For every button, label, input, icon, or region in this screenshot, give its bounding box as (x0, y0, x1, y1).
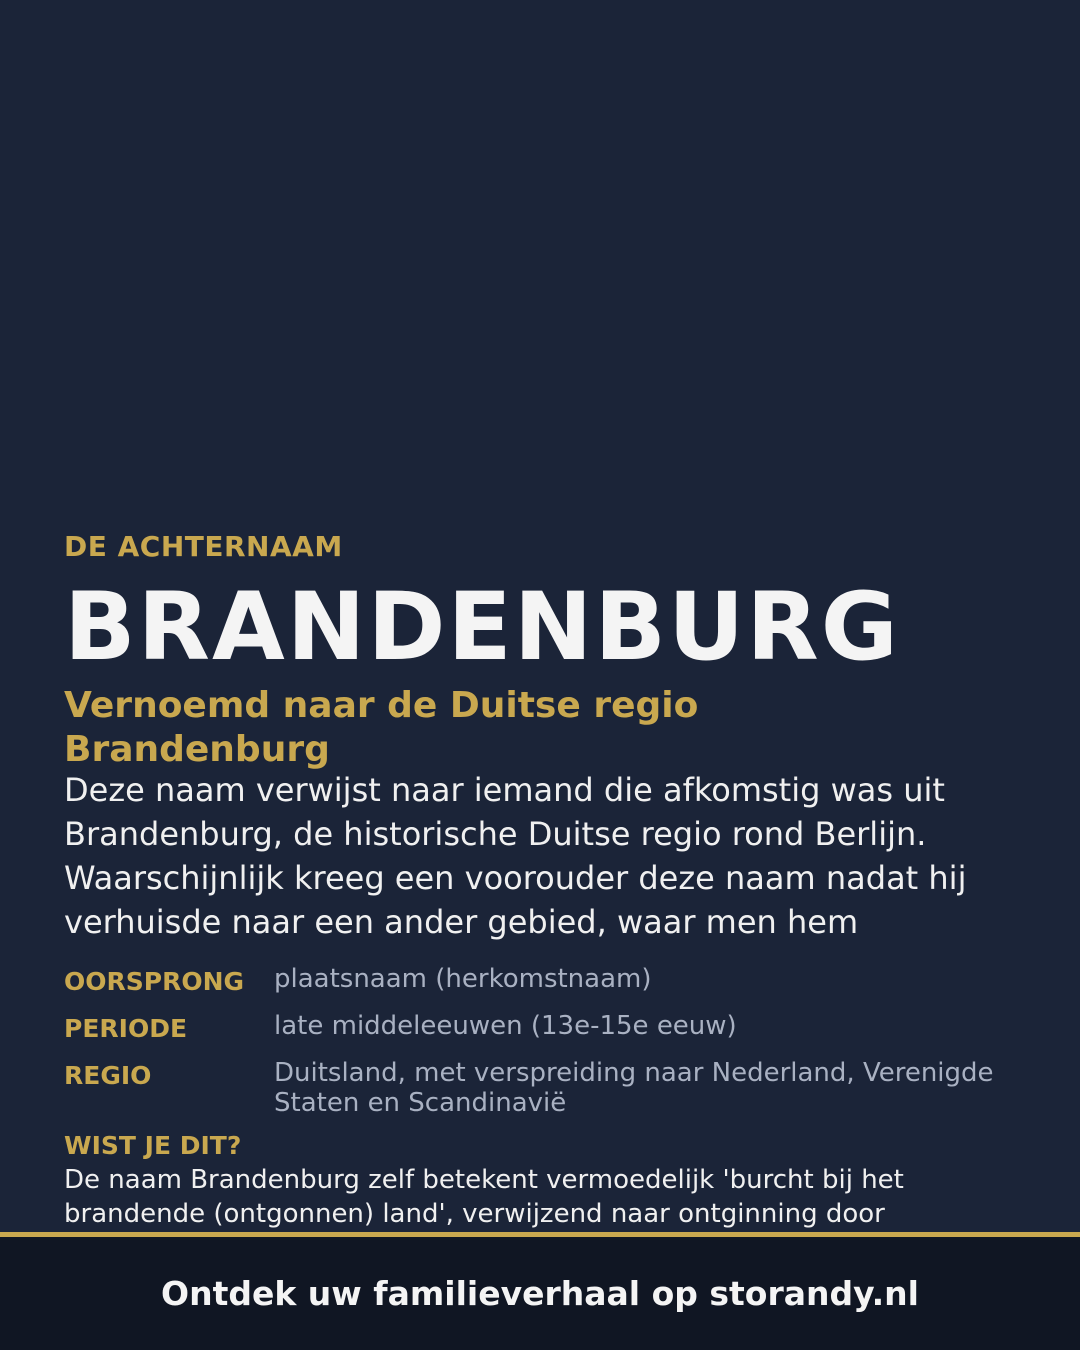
surname-card (64, 0, 1024, 1232)
did-you-know-text: De naam Brandenburg zelf betekent vermoedelijk 'burcht bij het brandende (ontgonnen) land', verwijzend naar ontginning door (64, 1165, 904, 1229)
surname-subtitle: Vernoemd naar de Duitse regio Brandenburg (64, 685, 699, 770)
did-you-know-label: WIST JE DIT? (64, 1131, 242, 1160)
fact-label: REGIO (64, 1061, 152, 1090)
fact-label: OORSPRONG (64, 967, 245, 996)
surname-title: BRANDENBURG (64, 573, 900, 682)
eyebrow-label: DE ACHTERNAAM (64, 530, 343, 563)
fact-label: PERIODE (64, 1014, 188, 1043)
fact-value: plaatsnaam (herkomstnaam) (274, 964, 652, 994)
fact-value: Duitsland, met verspreiding naar Nederland, Verenigde Staten en Scandinavië (274, 1058, 994, 1118)
facts-list (64, 964, 1024, 1132)
footer-cta-text: Ontdek uw familieverhaal op storandy.nl (161, 1274, 919, 1313)
fact-row-period (64, 1011, 1024, 1044)
fact-row-region (64, 1058, 1024, 1118)
fact-value: late middeleeuwen (13e-15e eeuw) (274, 1011, 737, 1041)
surname-description: Deze naam verwijst naar iemand die afkomstig was uit Brandenburg, de historische Duitse regio rond Berlijn. Waarschijnlijk kreeg een voorouder deze naam nadat hij verhuisde naar een ander gebied, waar men hem (64, 771, 967, 941)
footer-banner (0, 1237, 1080, 1350)
fact-row-origin (64, 964, 1024, 997)
